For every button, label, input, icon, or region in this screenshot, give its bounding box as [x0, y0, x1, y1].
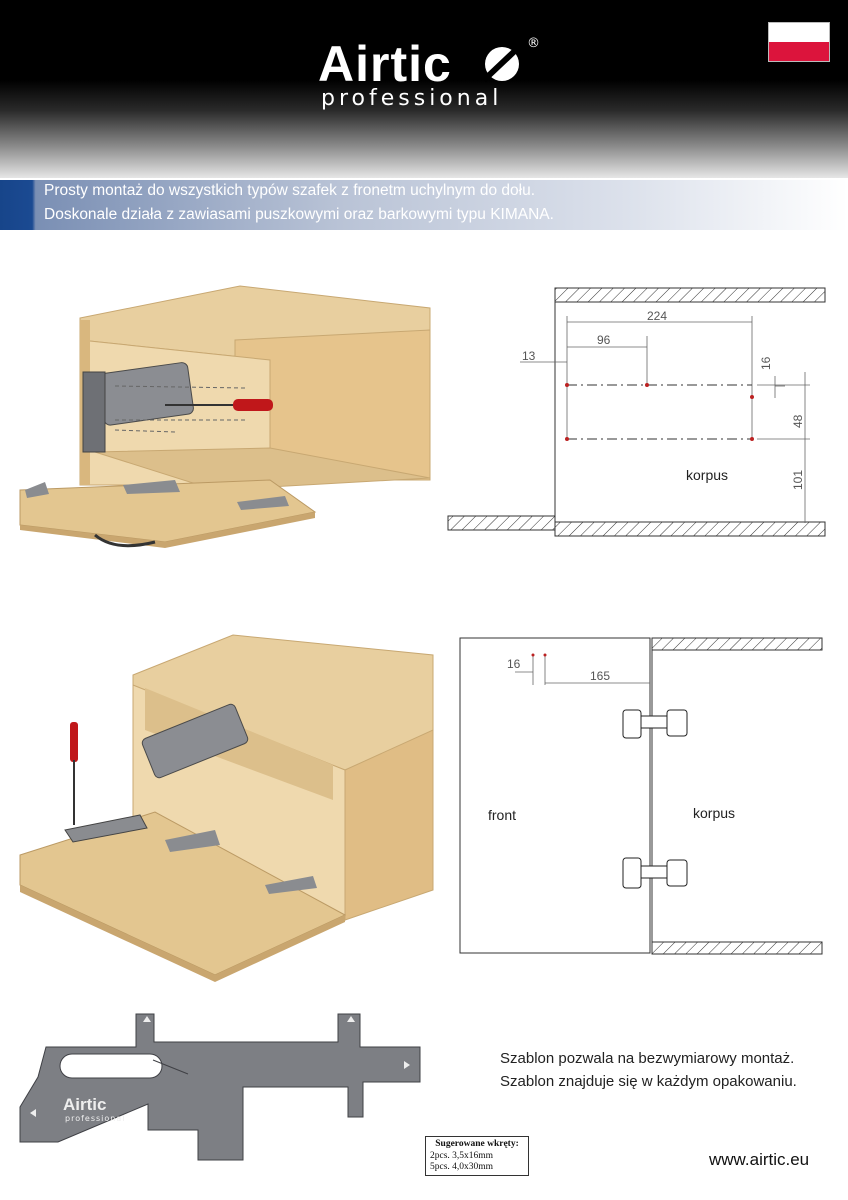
dim-165: 165 [590, 669, 611, 683]
banner-line-2: Doskonale działa z zawiasami puszkowymi oraz barkowymi typu KIMANA. [44, 206, 554, 223]
technical-drawing-1 [440, 280, 840, 550]
brand-subtitle: professional [321, 86, 503, 111]
label-korpus-2: korpus [693, 805, 736, 821]
screws-line-1: 2pcs. 3,5x16mm [430, 1150, 494, 1161]
brand-logo-text: Airtic [318, 36, 452, 92]
poland-flag-icon[interactable] [768, 22, 830, 62]
template-brand-sub: professional [65, 1114, 126, 1123]
template-note-line-2: Szablon znajduje się w każdym opakowaniu. [500, 1073, 797, 1090]
mounting-template [18, 1012, 428, 1162]
hinge-top-icon [623, 710, 687, 738]
logo-mark-icon [478, 40, 526, 84]
dim-48: 48 [791, 414, 805, 428]
dim-16-front: 16 [507, 657, 521, 671]
screws-title: Sugerowane wkręty: [435, 1139, 519, 1149]
cabinet-illustration-2 [15, 630, 435, 990]
cabinet-illustration-1 [15, 280, 435, 555]
screws-line-2: 5pcs. 4,0x30mm [430, 1162, 494, 1172]
hinge-bottom-icon [623, 858, 687, 888]
website-link[interactable]: www.airtic.eu [709, 1150, 810, 1169]
dim-13: 13 [522, 349, 536, 363]
dim-224: 224 [647, 309, 668, 323]
template-note-line-1: Szablon pozwala na bezwymiarowy montaż. [500, 1050, 795, 1067]
label-front: front [488, 807, 517, 823]
registered-mark: ® [527, 36, 540, 51]
technical-drawing-2 [455, 630, 840, 960]
dim-16: 16 [759, 356, 773, 370]
dim-101: 101 [791, 469, 805, 490]
banner-line-1: Prosty montaż do wszystkich typów szafek z fronetm uchylnym do dołu. [44, 182, 536, 199]
suggested-screws-box [425, 1136, 529, 1176]
dim-96: 96 [597, 333, 611, 347]
template-brand: Airtic [63, 1095, 107, 1114]
label-korpus-1: korpus [686, 467, 729, 483]
